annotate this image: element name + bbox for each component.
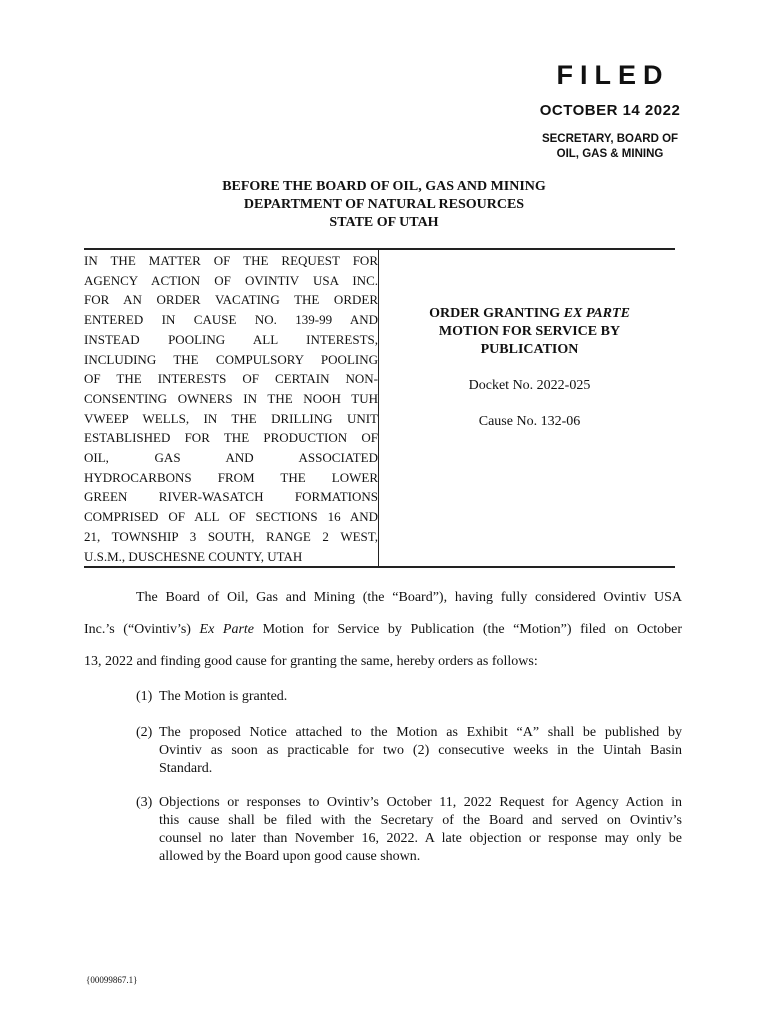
order-item-line: counsel no later than November 16, 2022. A late objection or response may only be	[159, 831, 682, 846]
order-item-line: Objections or responses to Ovintiv’s October 11, 2022 Request for Agency Action in	[159, 795, 682, 810]
order-item-number: (1)	[136, 689, 153, 704]
preamble-line-2-italic: Ex Parte	[199, 622, 255, 637]
order-item-number: (2)	[136, 725, 153, 740]
preamble-line-2-suffix: Motion for Service by Publication (the “Motion”) filed on October	[254, 622, 683, 637]
matter-line: ESTABLISHED FOR THE PRODUCTION OF	[84, 430, 378, 446]
matter-line: OIL, GAS AND ASSOCIATED	[84, 450, 378, 466]
board-heading-line-3: STATE OF UTAH	[329, 215, 439, 230]
preamble-line-2-prefix: Inc.’s (“Ovintiv’s)	[84, 622, 200, 637]
order-item-line: allowed by the Board upon good cause shown.	[159, 849, 421, 864]
case-caption	[84, 248, 675, 568]
order-info	[384, 250, 675, 566]
order-item	[136, 724, 682, 778]
preamble-line-3: 13, 2022 and finding good cause for granting the same, hereby orders as follows:	[84, 654, 538, 669]
matter-line: FOR AN ORDER VACATING THE ORDER	[84, 292, 378, 308]
order-item-text	[159, 688, 682, 706]
order-title-prefix: ORDER GRANTING	[429, 306, 564, 321]
preamble-line-1: The Board of Oil, Gas and Mining (the “Board”), having fully considered Ovintiv USA	[136, 590, 682, 605]
matter-line: OF THE INTERESTS OF CERTAIN NON-	[84, 371, 378, 387]
filed-label: FILED	[556, 60, 670, 90]
order-item-text	[159, 724, 682, 778]
matter-line: CONSENTING OWNERS IN THE NOOH TUH	[84, 390, 378, 406]
filed-stamp	[530, 58, 690, 162]
order-item-line: this cause shall be filed with the Secretary of the Board and served on Ovintiv’s	[159, 813, 682, 828]
order-item-line: The Motion is granted.	[159, 689, 288, 704]
matter-line: INSTEAD POOLING ALL INTERESTS,	[84, 331, 378, 347]
order-preamble	[84, 582, 682, 678]
board-heading-line-1: BEFORE THE BOARD OF OIL, GAS AND MINING	[222, 179, 546, 194]
matter-line: VWEEP WELLS, IN THE DRILLING UNIT	[84, 410, 378, 426]
secretary-line-2: OIL, GAS & MINING	[556, 148, 664, 160]
matter-line: IN THE MATTER OF THE REQUEST FOR	[84, 253, 378, 268]
board-heading	[84, 178, 684, 232]
matter-line: AGENCY ACTION OF OVINTIV USA INC.	[84, 272, 378, 288]
docket-number: Docket No. 2022-025	[468, 378, 591, 393]
order-item-text	[159, 794, 682, 866]
matter-line: INCLUDING THE COMPULSORY POOLING	[84, 351, 378, 367]
secretary-line-1: SECRETARY, BOARD OF	[541, 133, 679, 145]
matter-description	[84, 250, 379, 567]
secretary-label	[530, 132, 690, 162]
order-item-number: (3)	[136, 795, 153, 810]
order-item-line: Standard.	[159, 761, 213, 776]
preamble-line-2	[84, 614, 682, 646]
order-item-line: The proposed Notice attached to the Motion as Exhibit “A” shall be published by	[159, 725, 682, 740]
order-item	[136, 688, 682, 706]
filed-date: OCTOBER 14 2022	[539, 102, 681, 119]
order-item-line: Ovintiv as soon as practicable for two (2) consecutive weeks in the Uintah Basin	[159, 743, 682, 758]
order-title-line-1	[384, 305, 675, 323]
order-item	[136, 794, 682, 866]
order-title-line-2: MOTION FOR SERVICE BY	[438, 324, 621, 339]
order-title-italic: EX PARTE	[563, 306, 630, 321]
cause-number: Cause No. 132-06	[478, 414, 581, 429]
order-title-line-3: PUBLICATION	[480, 342, 579, 357]
order-title	[384, 305, 675, 359]
matter-line: COMPRISED OF ALL OF SECTIONS 16 AND	[84, 509, 378, 525]
board-heading-line-2: DEPARTMENT OF NATURAL RESOURCES	[243, 197, 525, 212]
matter-line: U.S.M., DUSCHESNE COUNTY, UTAH	[84, 548, 303, 564]
matter-line: GREEN RIVER-WASATCH FORMATIONS	[84, 489, 378, 505]
document-id: {00099867.1}	[86, 975, 138, 985]
matter-line: HYDROCARBONS FROM THE LOWER	[84, 469, 378, 485]
matter-line: ENTERED IN CAUSE NO. 139-99 AND	[84, 312, 378, 328]
matter-line: 21, TOWNSHIP 3 SOUTH, RANGE 2 WEST,	[84, 528, 378, 544]
